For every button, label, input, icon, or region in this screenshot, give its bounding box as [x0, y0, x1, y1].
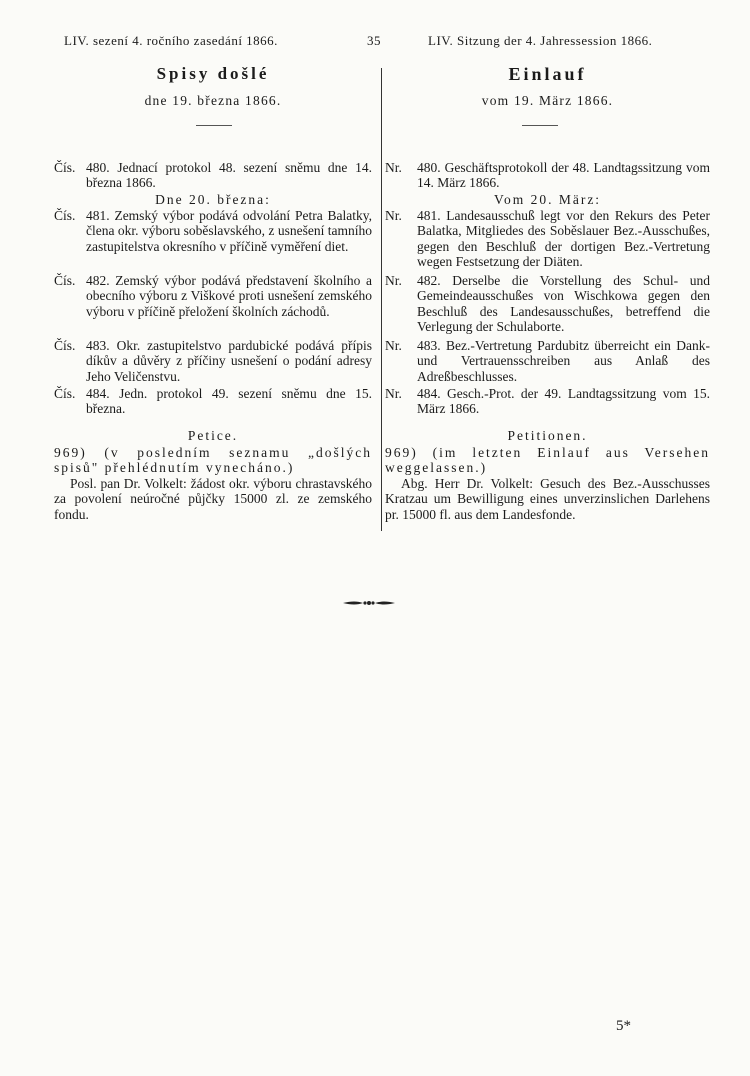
list-item	[385, 208, 710, 269]
left-title: Spisy došlé	[156, 64, 270, 83]
entry-label: Čís.	[54, 208, 76, 223]
left-date: dne 19. března 1866.	[144, 93, 282, 108]
entry-label: Nr.	[385, 160, 402, 175]
right-petitions-heading: Petitionen.	[507, 428, 588, 443]
entry-text: 481. Landesausschuß legt vor den Rekurs des Peter Balatka, Mitgliedes des Soběslauer Bez.-Ausschußes, gegen den Beschluß der dortigen Bez.-Vertretung wegen Festsetzung der Diäten.	[417, 208, 710, 269]
entry-text: 482. Derselbe die Vorstellung des Schul- und Gemeindeausschußes von Wischkowa gegen den Beschluß des Landesausschußes, betreffend die Verlegung der Schulaborte.	[417, 273, 710, 334]
ornament-divider	[343, 598, 395, 608]
right-date: vom 19. März 1866.	[481, 93, 614, 108]
right-title: Einlauf	[508, 64, 587, 84]
entry-label: Nr.	[385, 273, 402, 288]
entry-label: Nr.	[385, 386, 402, 401]
entry-label: Čís.	[54, 386, 76, 401]
list-item	[385, 386, 710, 417]
right-petition-number: 969) (im letzten Einlauf aus Versehen weggelassen.)	[385, 445, 710, 476]
list-item	[385, 160, 710, 191]
entry-label: Nr.	[385, 338, 402, 353]
entry-label: Čís.	[54, 338, 76, 353]
left-petition-number: 969) (v posledním seznamu „došlých spisů" přehlédnutím vynecháno.)	[54, 445, 372, 476]
ornament-dot	[363, 601, 366, 604]
header-left: LIV. sezení 4. ročního zasedání 1866.	[64, 33, 278, 48]
list-item	[54, 386, 372, 417]
column-divider	[381, 68, 382, 531]
left-subdate: Dne 20. března:	[155, 192, 271, 207]
ornament-dot	[371, 601, 374, 604]
right-petition-text: Abg. Herr Dr. Volkelt: Gesuch des Bez.-Ausschusses Kratzau um Bewilligung eines unverzinslichen Darlehens pr. 15000 fl. aus dem Landesfonde.	[385, 476, 710, 522]
right-title-rule	[522, 125, 558, 126]
entry-text: 483. Okr. zastupitelstvo pardubické podává přípis díkův a důvěry z příčiny usnešení o podání adresy Jeho Veličenstvu.	[86, 338, 372, 384]
left-petitions-heading: Petice.	[187, 428, 239, 443]
header-right: LIV. Sitzung der 4. Jahressession 1866.	[428, 33, 653, 48]
entry-text: 484. Jedn. protokol 49. sezení sněmu dne 15. března.	[86, 386, 372, 417]
entry-text: 484. Gesch.-Prot. der 49. Landtagssitzung vom 15. März 1866.	[417, 386, 710, 417]
entry-text: 481. Zemský výbor podává odvolání Petra Balatky, člena okr. výboru soběslavského, z usnešení tamního zastupitelstva okresního v příčině vyměření diet.	[86, 208, 372, 254]
right-subdate: Vom 20. März:	[493, 192, 602, 207]
entry-label: Čís.	[54, 273, 76, 288]
signature-mark: 5*	[616, 1018, 631, 1034]
list-item	[54, 338, 372, 384]
list-item	[54, 208, 372, 254]
left-title-rule	[196, 125, 232, 126]
ornament-dot	[367, 601, 371, 605]
entry-text: 483. Bez.-Vertretung Pardubitz überreicht ein Dank- und Vertrauensschreiben aus Anlaß des Adreßbeschlusses.	[417, 338, 710, 384]
ornament-left-flourish	[343, 602, 363, 605]
list-item	[385, 338, 710, 384]
page-number: 35	[367, 33, 381, 48]
left-petition-text: Posl. pan Dr. Volkelt: žádost okr. výboru chrastavského za povolení neúročné půjčky 15000 zl. ze zemského fondu.	[54, 476, 372, 522]
entry-label: Čís.	[54, 160, 76, 175]
list-item	[54, 273, 372, 319]
entry-text: 482. Zemský výbor podává představení školního a obecního výboru z Viškové proti usnešení zemského výboru v příčině přeložení školních záchodů.	[86, 273, 372, 319]
ornament-right-flourish	[375, 602, 395, 605]
list-item	[385, 273, 710, 334]
list-item	[54, 160, 372, 191]
entry-text: 480. Geschäftsprotokoll der 48. Landtagssitzung vom 14. März 1866.	[417, 160, 710, 191]
entry-text: 480. Jednací protokol 48. sezení sněmu dne 14. března 1866.	[86, 160, 372, 191]
entry-label: Nr.	[385, 208, 402, 223]
